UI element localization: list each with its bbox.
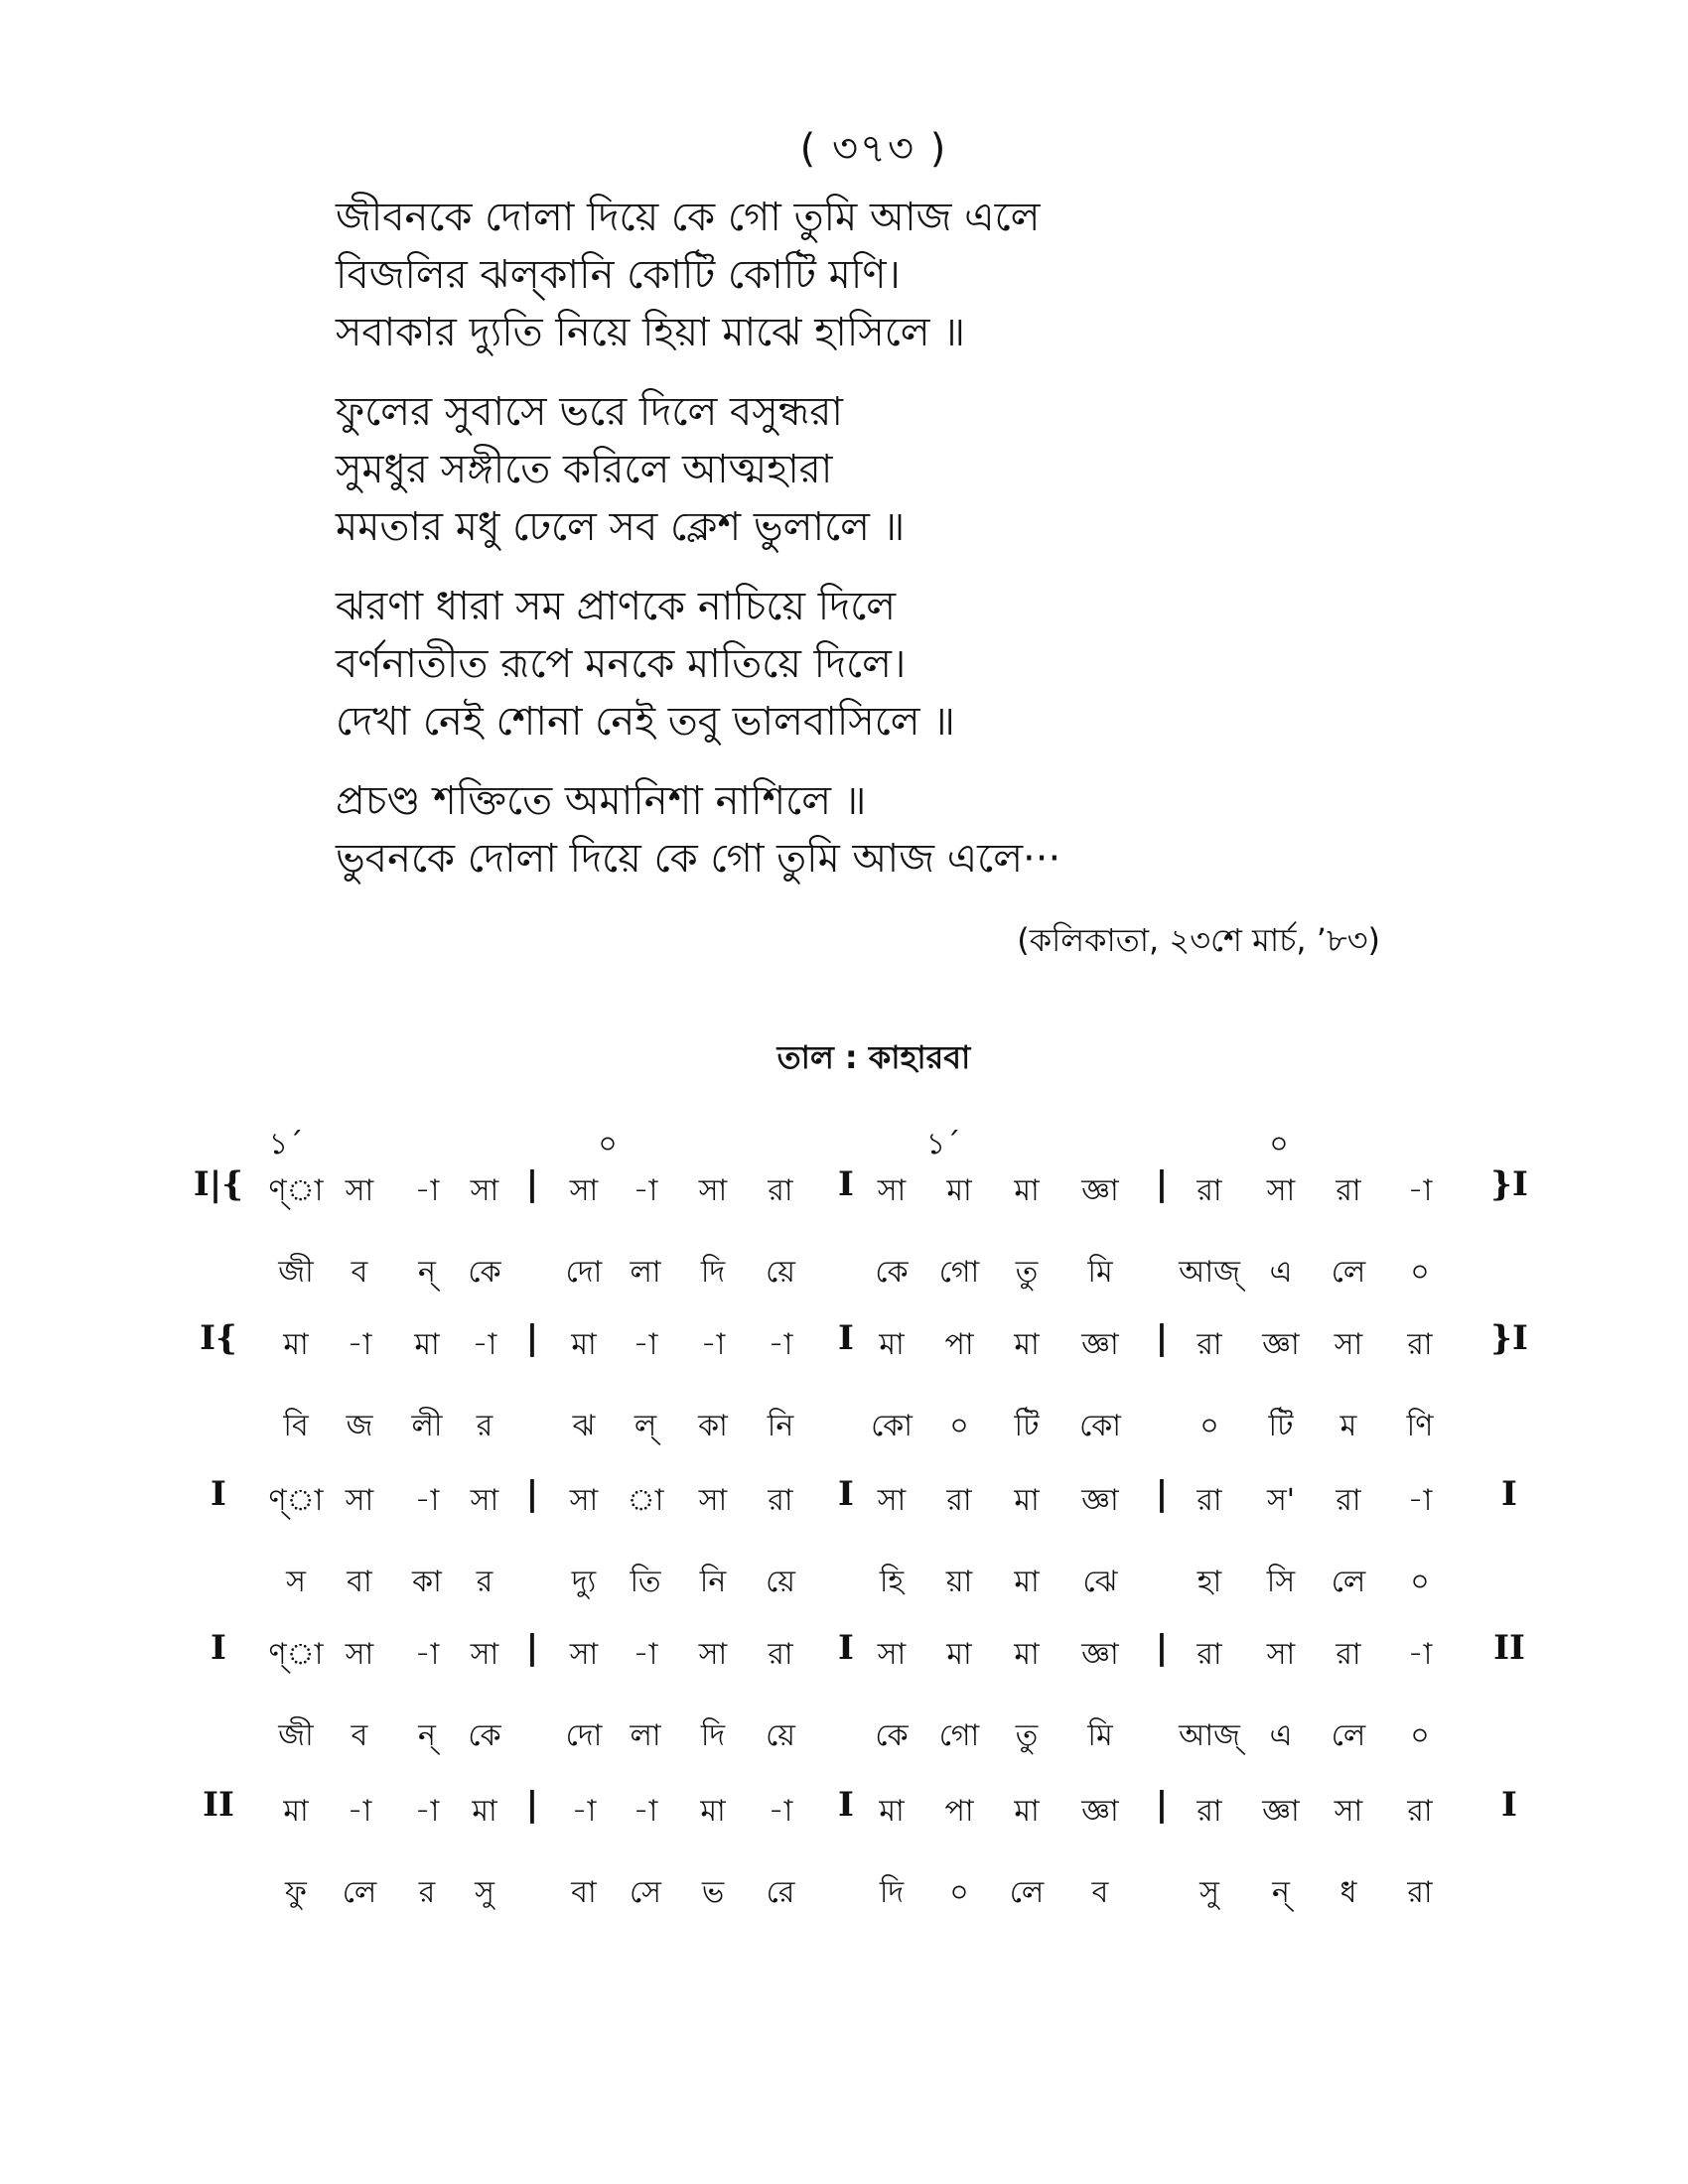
- lyric-syllable: লে: [1009, 1875, 1045, 1910]
- poem-line: ভুবনকে দোলা দিয়ে কে গো তুমি আজ এলে···: [336, 836, 1061, 882]
- swara-note: -া: [768, 1327, 793, 1362]
- bar-separator: |: [1155, 1785, 1169, 1825]
- bar-close: }I: [1490, 1164, 1528, 1204]
- swara-note: মা: [414, 1327, 440, 1362]
- bar-close: I: [1501, 1785, 1517, 1825]
- beat-mark: ১´: [268, 1127, 304, 1161]
- lyric-syllable: আজ্‌: [1179, 1718, 1240, 1753]
- lyric-syllable: কে: [468, 1255, 501, 1290]
- bar-separator: |: [525, 1318, 539, 1358]
- swara-note: জ্ঞা: [1262, 1327, 1300, 1362]
- poem-line: জীবনকে দোলা দিয়ে কে গো তুমি আজ এলে: [336, 195, 1041, 240]
- swara-note: পা: [944, 1327, 974, 1362]
- swara-note: সা: [1334, 1794, 1363, 1829]
- swara-note: -া: [700, 1327, 726, 1362]
- lyric-syllable: বি: [283, 1409, 309, 1443]
- swara-note: -া: [633, 1637, 658, 1672]
- poem-line: ফুলের সুবাসে ভরে দিলে বসুন্ধরা: [336, 389, 843, 435]
- lyric-syllable: এ: [1269, 1718, 1293, 1753]
- swara-note: সা: [569, 1637, 599, 1672]
- lyric-syllable: কে: [875, 1718, 909, 1753]
- swara-note: -া: [1407, 1637, 1433, 1672]
- bar-separator: I: [838, 1628, 854, 1668]
- swara-note: সা: [698, 1637, 728, 1672]
- poem-line: প্রচণ্ড শক্তিতে অমানিশা নাশিলে ॥: [336, 778, 867, 824]
- swara-note: জ্ঞা: [1081, 1173, 1119, 1208]
- page-number: ( ৩৭৩ ): [799, 126, 948, 172]
- lyric-syllable: সি: [1266, 1565, 1296, 1599]
- swara-note: -া: [633, 1327, 658, 1362]
- swara-note: মা: [1014, 1637, 1040, 1672]
- bar-open: I{: [200, 1318, 237, 1358]
- lyric-syllable: কো: [871, 1409, 913, 1443]
- swara-note: ণ্‌া: [268, 1637, 324, 1672]
- swara-note: -া: [347, 1794, 372, 1829]
- swara-note: -া: [414, 1637, 440, 1672]
- lyric-syllable: লে: [1331, 1565, 1366, 1599]
- bar-open: I: [211, 1474, 226, 1514]
- swara-note: মা: [1014, 1483, 1040, 1518]
- swara-note: -া: [1407, 1483, 1433, 1518]
- lyric-syllable: ল্‌: [633, 1409, 657, 1443]
- lyric-syllable: সু: [1199, 1875, 1219, 1910]
- bar-separator: I: [838, 1164, 854, 1204]
- swara-note: মা: [283, 1327, 309, 1362]
- lyric-syllable: র: [476, 1409, 493, 1443]
- bar-separator: |: [1155, 1164, 1169, 1204]
- swara-note: সা: [1266, 1173, 1296, 1208]
- swara-note: মা: [1014, 1173, 1040, 1208]
- lyric-syllable: র: [418, 1875, 436, 1910]
- lyric-syllable: লী: [411, 1409, 443, 1443]
- lyric-syllable: ভ: [701, 1875, 725, 1910]
- beat-mark: ০: [598, 1127, 618, 1161]
- lyric-syllable: ০: [1410, 1565, 1430, 1599]
- tala-title: তাল : কাহারবা: [776, 1038, 971, 1076]
- lyric-syllable: টি: [1268, 1409, 1294, 1443]
- swara-note: জ্ঞা: [1262, 1794, 1300, 1829]
- poem-line: দেখা নেই শোনা নেই তবু ভালবাসিলে ॥: [336, 699, 955, 745]
- beat-mark: ০: [1269, 1127, 1289, 1161]
- lyric-syllable: হি: [879, 1565, 905, 1599]
- lyric-syllable: ধ: [1339, 1875, 1357, 1910]
- poem-line: বর্ণনাতীত রূপে মনকে মাতিয়ে দিলে।: [336, 641, 907, 687]
- swara-note: জ্ঞা: [1081, 1637, 1119, 1672]
- poem-line: মমতার মধু ঢেলে সব ক্লেশ ভুলালে ॥: [336, 504, 906, 550]
- lyric-syllable: ণি: [1406, 1409, 1434, 1443]
- lyric-syllable: ন্‌: [1272, 1875, 1290, 1910]
- bar-separator: |: [525, 1628, 539, 1668]
- swara-note: রা: [1196, 1794, 1222, 1829]
- lyric-syllable: বা: [571, 1875, 597, 1910]
- poem-line: ঝরণা ধারা সম প্রাণকে নাচিয়ে দিলে: [336, 584, 897, 629]
- lyric-syllable: স: [286, 1565, 306, 1599]
- lyric-syllable: নি: [699, 1565, 727, 1599]
- lyric-syllable: মি: [1087, 1718, 1113, 1753]
- lyric-syllable: ব: [351, 1718, 368, 1753]
- lyric-syllable: ফু: [285, 1875, 307, 1910]
- bar-open: II: [203, 1785, 234, 1825]
- swara-note: মা: [1014, 1327, 1040, 1362]
- lyric-syllable: য়ে: [766, 1718, 795, 1753]
- swara-note: সা: [877, 1637, 907, 1672]
- swara-note: রা: [1336, 1637, 1361, 1672]
- swara-note: -া: [768, 1794, 793, 1829]
- lyric-syllable: সে: [630, 1875, 661, 1910]
- swara-note: রা: [1407, 1327, 1433, 1362]
- swara-note: রা: [768, 1173, 793, 1208]
- lyric-syllable: য়া: [945, 1565, 973, 1599]
- bar-separator: |: [525, 1785, 539, 1825]
- swara-note: মা: [879, 1327, 905, 1362]
- poem-line: বিজলির ঝল্‌কানি কোটি কোটি মণি।: [336, 252, 901, 298]
- lyric-syllable: টি: [1014, 1409, 1040, 1443]
- swara-note: মা: [472, 1794, 497, 1829]
- swara-note: মা: [283, 1794, 309, 1829]
- bar-close: }I: [1490, 1318, 1528, 1358]
- lyric-syllable: সু: [475, 1875, 494, 1910]
- swara-note: রা: [768, 1483, 793, 1518]
- lyric-syllable: ০: [949, 1875, 969, 1910]
- bar-separator: |: [1155, 1474, 1169, 1514]
- lyric-syllable: লা: [630, 1718, 661, 1753]
- swara-note: মা: [700, 1794, 726, 1829]
- swara-note: -া: [414, 1483, 440, 1518]
- swara-note: সা: [1334, 1327, 1363, 1362]
- poem-line: সবাকার দ্যুতি নিয়ে হিয়া মাঝে হাসিলে ॥: [336, 310, 965, 355]
- lyric-syllable: কা: [412, 1565, 442, 1599]
- lyric-syllable: দ্যু: [571, 1565, 597, 1599]
- bar-close: I: [1501, 1474, 1517, 1514]
- lyric-syllable: ০: [1199, 1409, 1219, 1443]
- lyric-syllable: হা: [1196, 1565, 1222, 1599]
- lyric-syllable: ম: [1339, 1409, 1357, 1443]
- bar-separator: |: [525, 1474, 539, 1514]
- lyric-syllable: জী: [278, 1718, 314, 1753]
- lyric-syllable: ঝ: [572, 1409, 596, 1443]
- swara-note: রা: [946, 1483, 972, 1518]
- bar-separator: |: [525, 1164, 539, 1204]
- lyric-syllable: দো: [565, 1255, 603, 1290]
- lyric-syllable: ০: [949, 1409, 969, 1443]
- swara-note: সা: [569, 1173, 599, 1208]
- lyric-syllable: লে: [1331, 1255, 1366, 1290]
- lyric-syllable: কে: [468, 1718, 501, 1753]
- swara-note: সা: [470, 1637, 499, 1672]
- swara-note: মা: [946, 1637, 972, 1672]
- swara-note: সা: [345, 1637, 374, 1672]
- lyric-syllable: জী: [278, 1255, 314, 1290]
- swara-note: মা: [946, 1173, 972, 1208]
- lyric-syllable: বা: [347, 1565, 372, 1599]
- swara-note: মা: [879, 1794, 905, 1829]
- swara-note: মা: [1014, 1794, 1040, 1829]
- swara-note: জ্ঞা: [1081, 1327, 1119, 1362]
- swara-note: রা: [1196, 1483, 1222, 1518]
- lyric-syllable: ব: [1091, 1875, 1109, 1910]
- lyric-syllable: লে: [342, 1875, 377, 1910]
- swara-note: ণ্‌া: [268, 1483, 324, 1518]
- lyric-syllable: লা: [630, 1255, 661, 1290]
- swara-note: সা: [345, 1173, 374, 1208]
- lyric-syllable: তি: [630, 1565, 661, 1599]
- lyric-syllable: ০: [1410, 1718, 1430, 1753]
- swara-note: সা: [698, 1483, 728, 1518]
- bar-separator: I: [838, 1785, 854, 1825]
- poem-line: সুমধুর সঙ্গীতে করিলে আত্মহারা: [336, 447, 833, 492]
- lyric-syllable: জ: [346, 1409, 373, 1443]
- lyric-syllable: এ: [1269, 1255, 1293, 1290]
- lyric-syllable: দি: [879, 1875, 905, 1910]
- lyric-syllable: নি: [767, 1409, 794, 1443]
- lyric-syllable: কা: [698, 1409, 728, 1443]
- lyric-syllable: তু: [1015, 1255, 1039, 1290]
- swara-note: রা: [1196, 1173, 1222, 1208]
- lyric-syllable: দো: [565, 1718, 603, 1753]
- swara-note: ণ্‌া: [268, 1173, 324, 1208]
- lyric-syllable: দি: [700, 1718, 726, 1753]
- lyric-syllable: য়ে: [766, 1255, 795, 1290]
- bar-separator: I: [838, 1318, 854, 1358]
- lyric-syllable: মি: [1087, 1255, 1113, 1290]
- swara-note: রা: [768, 1637, 793, 1672]
- beat-mark: ১´: [925, 1127, 961, 1161]
- lyric-syllable: দি: [700, 1255, 726, 1290]
- bar-separator: |: [1155, 1628, 1169, 1668]
- lyric-syllable: আজ্‌: [1179, 1255, 1240, 1290]
- swara-note: পা: [944, 1794, 974, 1829]
- swara-note: স': [1266, 1483, 1296, 1518]
- swara-note: রা: [1336, 1483, 1361, 1518]
- lyric-syllable: লে: [1331, 1718, 1366, 1753]
- lyric-syllable: গো: [938, 1255, 980, 1290]
- swara-note: সা: [877, 1173, 907, 1208]
- swara-note: -া: [472, 1327, 497, 1362]
- swara-note: -া: [414, 1173, 440, 1208]
- bar-separator: |: [1155, 1318, 1169, 1358]
- lyric-syllable: ন্‌: [418, 1718, 436, 1753]
- bar-open: I: [211, 1628, 226, 1668]
- swara-note: রা: [1407, 1794, 1433, 1829]
- swara-note: জ্ঞা: [1081, 1794, 1119, 1829]
- swara-note: -া: [633, 1173, 658, 1208]
- lyric-syllable: য়ে: [766, 1565, 795, 1599]
- lyric-syllable: ব: [351, 1255, 368, 1290]
- swara-note: -া: [633, 1794, 658, 1829]
- swara-note: সা: [569, 1483, 599, 1518]
- bar-separator: I: [838, 1474, 854, 1514]
- swara-note: -া: [414, 1794, 440, 1829]
- lyric-syllable: ০: [1410, 1255, 1430, 1290]
- lyric-syllable: রা: [1407, 1875, 1433, 1910]
- swara-note: রা: [1196, 1327, 1222, 1362]
- swara-note: -া: [347, 1327, 372, 1362]
- swara-note: সা: [345, 1483, 374, 1518]
- swara-note: সা: [470, 1173, 499, 1208]
- swara-note: জ্ঞা: [1081, 1483, 1119, 1518]
- lyric-syllable: র: [476, 1565, 493, 1599]
- swara-note: রা: [1196, 1637, 1222, 1672]
- lyric-syllable: রে: [766, 1875, 795, 1910]
- swara-note: সা: [470, 1483, 499, 1518]
- lyric-syllable: ঝে: [1082, 1565, 1118, 1599]
- swara-note: সা: [698, 1173, 728, 1208]
- swara-note: -া: [571, 1794, 597, 1829]
- swara-note: -া: [1407, 1173, 1433, 1208]
- bar-close: II: [1493, 1628, 1525, 1668]
- swara-note: া: [627, 1483, 664, 1518]
- lyric-syllable: কো: [1079, 1409, 1121, 1443]
- bar-open: I|{: [193, 1164, 244, 1204]
- lyric-syllable: গো: [938, 1718, 980, 1753]
- swara-note: রা: [1336, 1173, 1361, 1208]
- lyric-syllable: ন্‌: [418, 1255, 436, 1290]
- swara-note: সা: [1266, 1637, 1296, 1672]
- lyric-syllable: তু: [1015, 1718, 1039, 1753]
- place-date: (কলিকাতা, ২৩শে মার্চ, ’৮৩): [1017, 921, 1380, 959]
- lyric-syllable: কে: [875, 1255, 909, 1290]
- swara-note: মা: [571, 1327, 597, 1362]
- lyric-syllable: মা: [1014, 1565, 1040, 1599]
- swara-note: সা: [877, 1483, 907, 1518]
